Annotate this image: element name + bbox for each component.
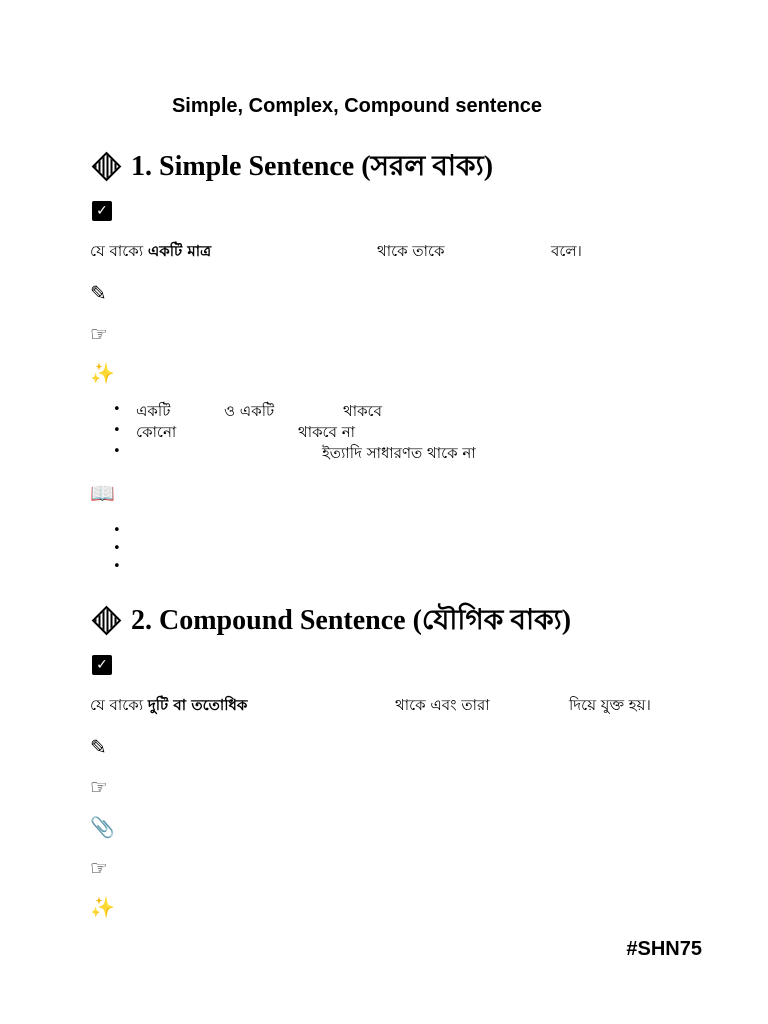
pushpin-icon: ✎ [90, 281, 107, 305]
section1-heading [90, 144, 493, 191]
s1-bullet3-part1: ইত্যাদি সাধারণত থাকে না [322, 444, 476, 462]
section1-definition-middle: থাকে তাকে [377, 242, 445, 260]
bullet-dot-icon: • [113, 402, 121, 417]
section1-definition-end: বলে। [551, 242, 582, 260]
section2-definition-prefix: যে বাক্যে [90, 696, 148, 714]
check-box-icon: ✓ [92, 655, 112, 675]
section1-definition-start [90, 240, 211, 265]
section1-definition-bold: একটি মাত্র [147, 242, 212, 260]
section1-heading-text: 1. Simple Sentence (সরল বাক্য) [131, 151, 494, 182]
bullet-dot-icon: • [113, 559, 121, 574]
book-icon: 📖 [90, 481, 115, 505]
section2-heading [90, 598, 571, 645]
bullet-dot-icon: • [113, 523, 121, 538]
s1-bullet1-part2: ও একটি [224, 402, 275, 420]
bullet-dot-icon: • [113, 423, 121, 438]
section2-definition-middle: থাকে এবং তারা [395, 696, 490, 714]
s1-bullet1-part1: একটি [136, 402, 171, 420]
bullet-dot-icon: • [113, 541, 121, 556]
s1-bullet1-part3: থাকবে [343, 402, 382, 420]
section2-definition-start [90, 694, 247, 719]
check-box-icon: ✓ [92, 201, 112, 221]
sparkles-icon: ✨ [90, 361, 115, 385]
pushpin-icon: ✎ [90, 735, 107, 759]
diamond-bullet-icon [92, 152, 122, 182]
footer-tag: #SHN75 [626, 938, 702, 960]
pointing-hand-icon: ☞ [90, 856, 108, 880]
bullet-dot-icon: • [113, 444, 121, 459]
section2-heading-text: 2. Compound Sentence (যৌগিক বাক্য) [131, 605, 572, 636]
diamond-bullet-icon [92, 606, 122, 636]
s1-bullet2-part2: থাকবে না [298, 423, 356, 441]
s1-bullet2-part1: কোনো [136, 423, 177, 441]
section2-definition-end: দিয়ে যুক্ত হয়। [569, 696, 651, 714]
pointing-hand-icon: ☞ [90, 775, 108, 799]
sparkles-icon: ✨ [90, 895, 115, 919]
document-title: Simple, Complex, Compound sentence [171, 95, 543, 117]
section2-definition-bold: দুটি বা ততোধিক [147, 696, 248, 714]
paperclip-icon: 📎 [90, 815, 115, 839]
pointing-hand-icon: ☞ [90, 322, 108, 346]
section1-definition-prefix: যে বাক্যে [90, 242, 148, 260]
